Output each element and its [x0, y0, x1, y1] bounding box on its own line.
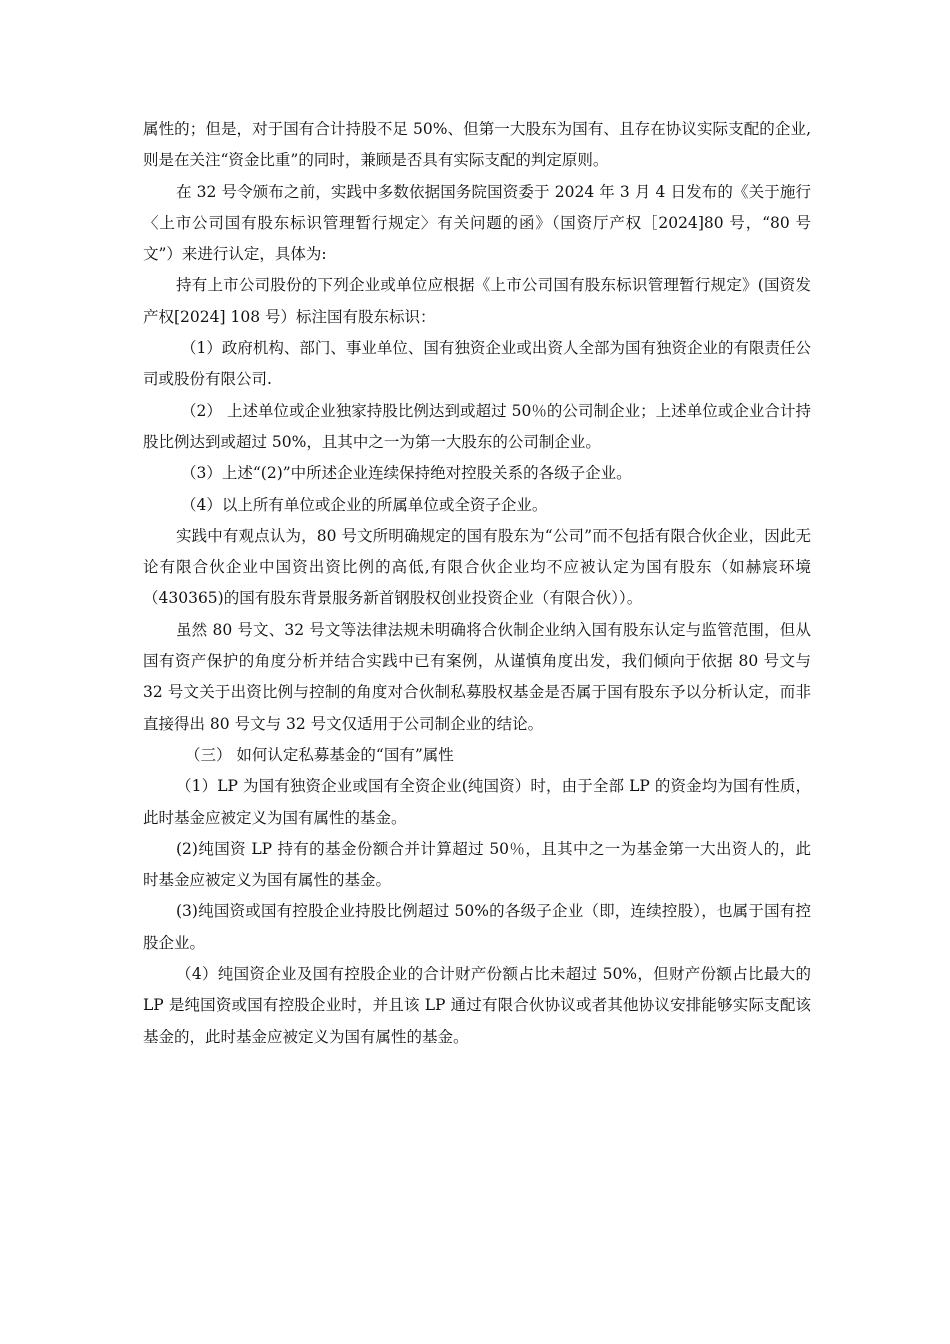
criterion-2: (2)纯国资 LP 持有的基金份额合并计算超过 50％，且其中之一为基金第一大出资人的，此时基金应被定义为国有属性的基金。	[143, 839, 811, 890]
document-body	[143, 114, 811, 1053]
paragraph-continuation: 属性的；但是，对于国有合计持股不足 50%、但第一大股东为国有、且存在协议实际支配的企业,则是在关注“资金比重”的同时，兼顾是否具有实际支配的判定原则。	[143, 120, 811, 170]
criterion-4: （4）纯国资企业及国有控股企业的合计财产份额占比未超过 50%，但财产份额占比最大的 LP 是纯国资或国有控股企业时，并且该 LP 通过有限合伙协议或者其他协议安排能够实际支配该基金的，此时基金应被定义为国有属性的基金。	[143, 965, 811, 1046]
criterion-3: (3)纯国资或国有控股企业持股比例超过 50%的各级子企业（即，连续控股），也属于国有控股企业。	[143, 902, 811, 952]
list-item-1: （1）政府机构、部门、事业单位、国有独资企业或出资人全部为国有独资企业的有限责任公司或股份有限公司.	[143, 339, 811, 389]
list-item-3: （3）上述“(2)”中所述企业连续保持绝对控股关系的各级子企业。	[181, 464, 632, 483]
paragraph-analysis: 虽然 80 号文、32 号文等法律法规未明确将合伙制企业纳入国有股东认定与监管范围，但从国有资产保护的角度分析并结合实践中已有案例，从谨慎角度出发，我们倾向于依据 80 号文与 32 号文关于出资比例与控制的角度对合伙制私募股权基金是否属于国有股东予以分析认定，而非直接得出 80 号文与 32 号文仅适用于公司制企业的结论。	[143, 620, 811, 733]
section-heading: （三） 如何认定私募基金的“国有”属性	[185, 745, 454, 764]
paragraph-practice-view: 实践中有观点认为，80 号文所明确规定的国有股东为“公司”而不包括有限合伙企业，因此无论有限合伙企业中国资出资比例的高低,有限合伙企业均不应被认定为国有股东（如赫宸环境（430365)的国有股东背景服务新首钢股权创业投资企业（有限合伙））。	[143, 526, 811, 608]
paragraph-shareholder-identification: 持有上市公司股份的下列企业或单位应根据《上市公司国有股东标识管理暂行规定》(国资发产权[2024] 108 号）标注国有股东标识：	[143, 276, 811, 326]
list-item-2: （2） 上述单位或企业独家持股比例达到或超过 50％的公司制企业；上述单位或企业合计持股比例达到或超过 50%，且其中之一为第一大股东的公司制企业。	[143, 401, 811, 451]
criterion-1: （1）LP 为国有独资企业或国有全资企业(纯国资）时，由于全部 LP 的资金均为国有性质，此时基金应被定义为国有属性的基金。	[143, 777, 811, 827]
list-item-4: （4）以上所有单位或企业的所属单位或全资子企业。	[181, 495, 548, 514]
paragraph-80-document-basis: 在 32 号令颁布之前，实践中多数依据国务院国资委于 2024 年 3 月 4 日发布的《关于施行〈上市公司国有股东标识管理暂行规定〉有关问题的函》（国资厅产权［2024]80 号，“80 号文”）来进行认定，具体为:	[143, 182, 811, 264]
